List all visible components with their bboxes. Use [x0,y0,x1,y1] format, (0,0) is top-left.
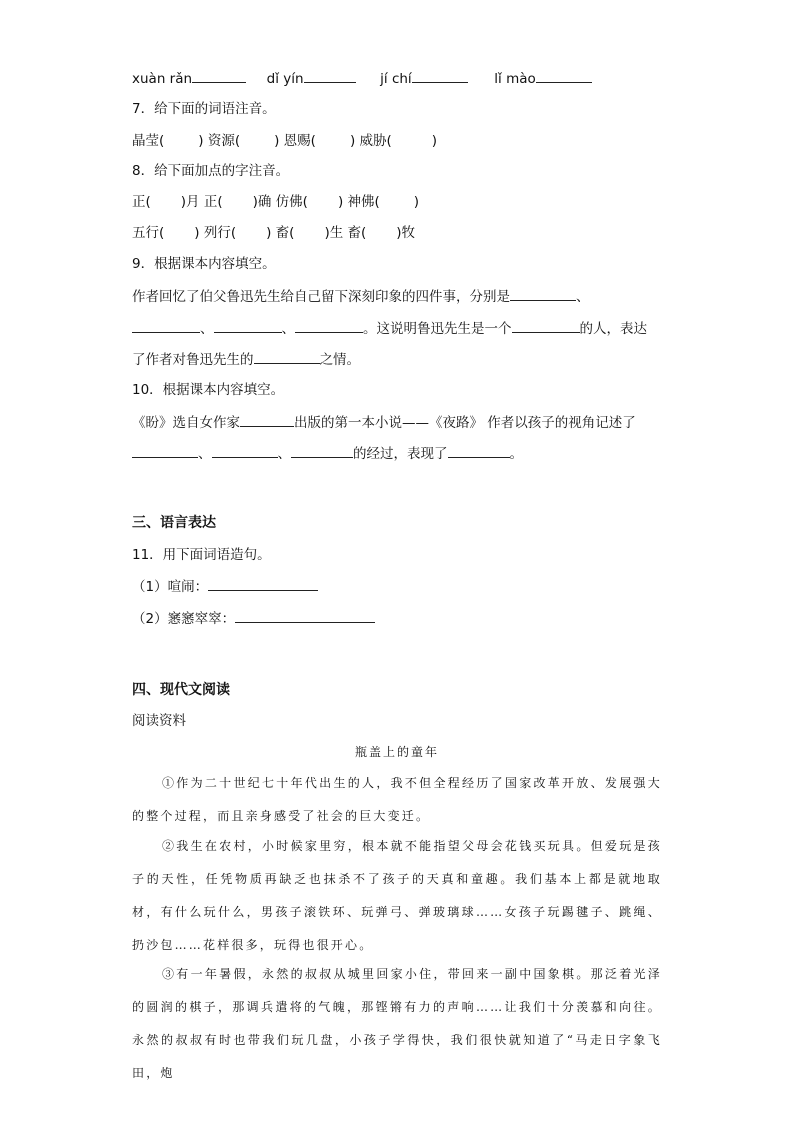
word-item: 五行( [132,225,165,241]
word-item: 晶莹( [132,133,165,149]
answer-blank[interactable] [214,318,282,333]
answer-blank[interactable] [132,318,200,333]
q10-line2: 、 、 的经过，表现了 。 [132,443,523,464]
q7-title: 7．给下面的词语注音。 [132,101,276,117]
q9-line2: 、 、 。这说明鲁迅先生是一个 的人，表达 [132,318,647,339]
answer-blank[interactable] [240,412,294,427]
article-paragraph: ①作为二十世纪七十年代出生的人，我不但全程经历了国家改革开放、发展强大的整个过程，而且亲身感受了社会的巨大变迁。 [132,776,662,823]
pinyin-4: lǐ mào [494,71,536,87]
word-item: ) [431,133,438,149]
word-item: ) 列行( [194,225,237,241]
word-item: ) 畜( [266,225,295,241]
q10-title: 10．根据课本内容填空。 [132,382,285,398]
answer-blank[interactable] [212,443,278,458]
q11-item1: （1）喧闹： [132,576,318,597]
section-heading: 四、现代文阅读 [132,682,230,698]
section-heading: 三、语言表达 [132,515,216,531]
q9-line3: 了作者对鲁迅先生的 之情。 [132,349,360,370]
q11-item2: （2）窸窸窣窣： [132,608,375,629]
q7-words [132,131,437,151]
q11-title: 11．用下面词语造句。 [132,547,271,563]
q8-row2 [132,223,415,243]
answer-blank[interactable] [132,443,198,458]
q9-title: 9．根据课本内容填空。 [132,256,276,272]
answer-blank[interactable] [448,443,510,458]
answer-blank[interactable] [254,349,320,364]
answer-blank[interactable] [512,318,580,333]
word-item: )牧 [396,225,416,241]
answer-blank[interactable] [295,318,363,333]
answer-blank[interactable] [536,68,592,83]
word-item: ) 神佛( [337,194,380,210]
word-item: )月 正( [180,194,223,210]
pinyin-row [132,68,592,89]
q8-row1 [132,192,419,212]
answer-blank[interactable] [291,443,353,458]
word-item: ) 资源( [198,133,241,149]
q8-title: 8．给下面加点的字注音。 [132,163,290,179]
word-item: ) 恩赐( [274,133,316,149]
pinyin-1: xuàn rǎn [132,71,193,87]
answer-blank[interactable] [412,68,468,83]
answer-blank[interactable] [208,576,318,591]
answer-blank[interactable] [510,286,576,301]
article-paragraph: ②我生在农村，小时候家里穷，根本就不能指望父母会花钱买玩具。但爱玩是孩子的天性，任凭物质再缺乏也抹杀不了孩子的天真和童趣。我们基本上都是就地取材，有什么玩什么，男孩子滚铁环、玩弹弓、弹玻璃球……女孩子玩踢毽子、跳绳、扔沙包……花样很多，玩得也很开心。 [132,839,662,952]
reading-label: 阅读资料 [132,713,186,729]
article-paragraph: ③有一年暑假，永然的叔叔从城里回家小住，带回来一副中国象棋。那泛着光泽的圆润的棋子，那调兵遣将的气魄，那铿锵有力的声响……让我们十分羡慕和向往。永然的叔叔有时也带我们玩几盘，小孩子学得快，我们很快就知道了“马走日字象飞田，炮 [132,967,662,1080]
q10-line1: 《盼》选自女作家 出版的第一本小说——《夜路》 作者以孩子的视角记述了 [132,412,636,433]
word-item: ) 威胁( [349,133,392,149]
word-item: )确 仿佛( [252,194,308,210]
answer-blank[interactable] [192,68,246,83]
answer-blank[interactable] [304,68,356,83]
word-item: 正( [132,194,151,210]
pinyin-3: jí chí [380,71,412,87]
word-item: )生 畜( [324,225,367,241]
article-title: 瓶盖上的童年 [354,745,439,759]
q9-line1: 作者回忆了伯父鲁迅先生给自己留下深刻印象的四件事，分别是 、 [132,286,590,307]
word-item: ) [413,194,420,210]
pinyin-2: dǐ yín [266,71,304,87]
answer-blank[interactable] [235,608,375,623]
